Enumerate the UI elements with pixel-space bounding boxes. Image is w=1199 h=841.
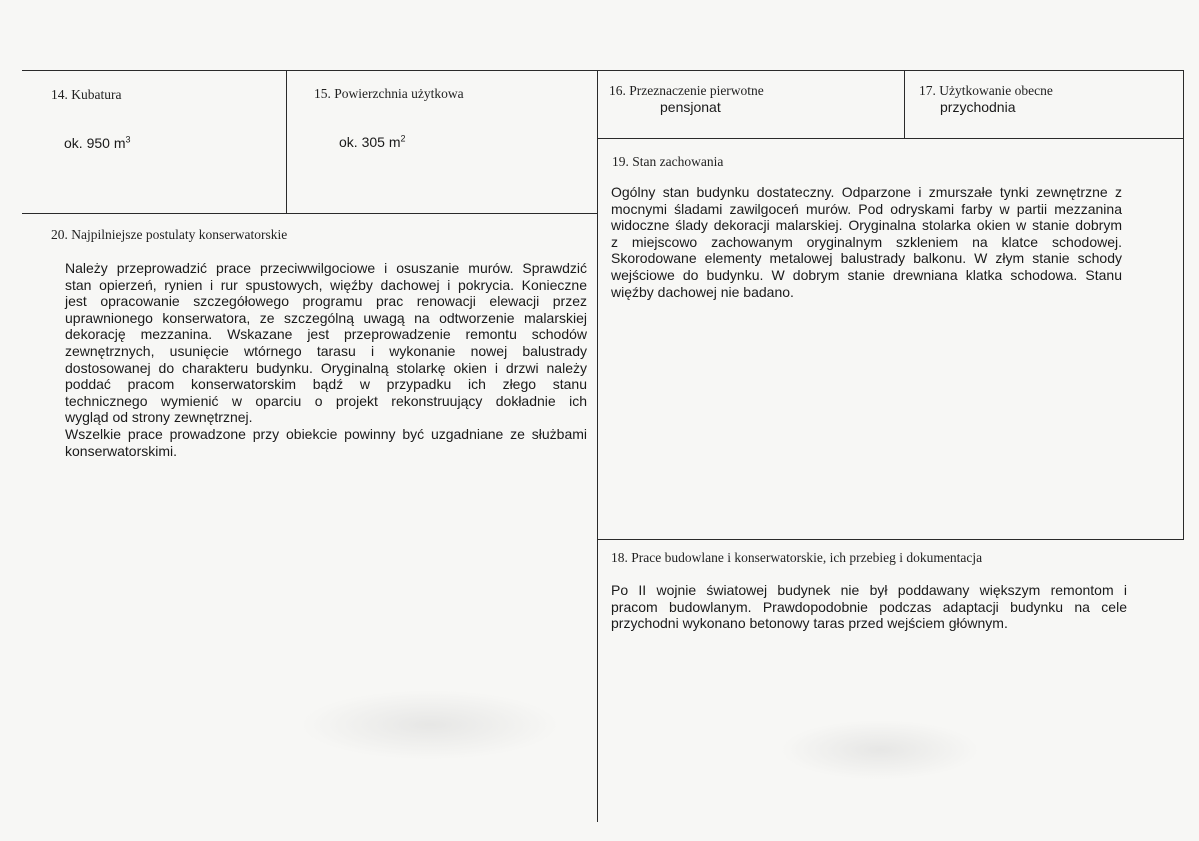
stan-zachowania-line: z miejscowo zachowanym oryginalnym szkleniem na klatce schodowej. bbox=[611, 233, 1122, 250]
postulaty-line: poddać pracom konserwatorskim bądź w przypadku ich złego stanu bbox=[65, 376, 587, 393]
prace-budowlane-label: 18. Prace budowlane i konserwatorskie, ich przebieg i dokumentacja bbox=[611, 550, 983, 565]
right-top-row-bottom-line bbox=[597, 138, 1183, 139]
center-divider bbox=[597, 70, 598, 822]
scan-smudge-left bbox=[300, 690, 560, 760]
postulaty-line: wygląd od strony zewnętrznej. bbox=[65, 409, 253, 426]
postulaty-line: konserwatorskimi. bbox=[65, 442, 178, 459]
prace-budowlane-text bbox=[611, 582, 1127, 632]
powierzchnia-label: 15. Powierzchnia użytkowa bbox=[314, 86, 464, 101]
stan-zachowania-line: widoczne ślady dekoracji malarskiej. Oryginalna stolarka okien w stanie dobrym bbox=[611, 217, 1122, 234]
postulaty-line: Należy przeprowadzić prace przeciwwilgociowe i osuszanie murów. Sprawdzić bbox=[65, 260, 587, 276]
left-row-bottom-line bbox=[22, 213, 597, 214]
stan-zachowania-line: więźby dachowej nie badano. bbox=[611, 283, 794, 300]
divider-kubatura-powierzchnia bbox=[286, 70, 287, 213]
kubatura-value bbox=[64, 135, 131, 151]
postulaty-line: jest opracowanie szczegółowego programu prac renowacji elewacji przez bbox=[65, 293, 587, 310]
kubatura-unit-exponent: 3 bbox=[125, 134, 131, 145]
postulaty-label: 20. Najpilniejsze postulaty konserwatorskie bbox=[51, 227, 288, 242]
postulaty-line: stan opierzeń, rynien i rur spustowych, więźby dachowej i pokrycia. Konieczne bbox=[65, 276, 587, 293]
postulaty-line: zewnętrznych, usunięcie wtórnego tarasu i wykonanie nowej balustrady bbox=[65, 342, 587, 359]
postulaty-text bbox=[65, 260, 587, 459]
postulaty-line: uprawnionego konserwatora, ze szczególną uwagą na odtworzenie malarskiej bbox=[65, 309, 587, 326]
uzytkowanie-value: przychodnia bbox=[940, 99, 1016, 115]
stan-zachowania-bottom-line bbox=[597, 539, 1183, 540]
right-border-line bbox=[1183, 70, 1184, 540]
prace-budowlane-line: pracom budowlanym. Prawdopodobnie podczas adaptacji budynku na cele bbox=[611, 598, 1127, 615]
powierzchnia-value bbox=[339, 134, 406, 150]
prace-budowlane-line: przychodni wykonano betonowy taras przed wejściem głównym. bbox=[611, 615, 1008, 632]
scan-smudge-right bbox=[780, 720, 980, 780]
stan-zachowania-line: Ogólny stan budynku dostateczny. Odparzone i zmurszałe tynki zewnętrzne z bbox=[611, 184, 1122, 200]
kubatura-value-text: ok. 950 m bbox=[64, 135, 126, 151]
postulaty-line: Wszelkie prace prowadzone przy obiekcie powinny być uzgadniane ze służbami bbox=[65, 425, 587, 442]
stan-zachowania-label: 19. Stan zachowania bbox=[612, 154, 724, 169]
stan-zachowania-line: wejściowe do budynku. W dobrym stanie drewniana klatka schodowa. Stanu bbox=[611, 266, 1122, 283]
przeznaczenie-value: pensjonat bbox=[660, 99, 721, 115]
stan-zachowania-line: Skorodowane elementy metalowej balustrady balkonu. W złym stanie schody bbox=[611, 250, 1122, 267]
powierzchnia-value-text: ok. 305 m bbox=[339, 134, 401, 150]
powierzchnia-unit-exponent: 2 bbox=[400, 133, 406, 144]
stan-zachowania-text bbox=[611, 184, 1122, 300]
prace-budowlane-line: Po II wojnie światowej budynek nie był poddawany większym remontom i bbox=[611, 582, 1127, 598]
kubatura-label: 14. Kubatura bbox=[51, 87, 122, 102]
postulaty-line: technicznego wymienić w oparciu o projekt rekonstruujący dokładnie ich bbox=[65, 392, 587, 409]
przeznaczenie-label: 16. Przeznaczenie pierwotne bbox=[609, 83, 764, 98]
uzytkowanie-label: 17. Użytkowanie obecne bbox=[919, 83, 1053, 98]
stan-zachowania-line: mocnymi śladami zawilgoceń murów. Pod odryskami farby w partii mezzanina bbox=[611, 200, 1122, 217]
postulaty-line: dostosowanej do charakteru budynku. Oryginalną stolarkę okien i drzwi należy bbox=[65, 359, 587, 376]
top-border-line bbox=[22, 70, 1183, 71]
postulaty-line: dekorację mezzanina. Wskazane jest przeprowadzenie remontu schodów bbox=[65, 326, 587, 343]
divider-przeznaczenie-uzytkowanie bbox=[904, 70, 905, 138]
